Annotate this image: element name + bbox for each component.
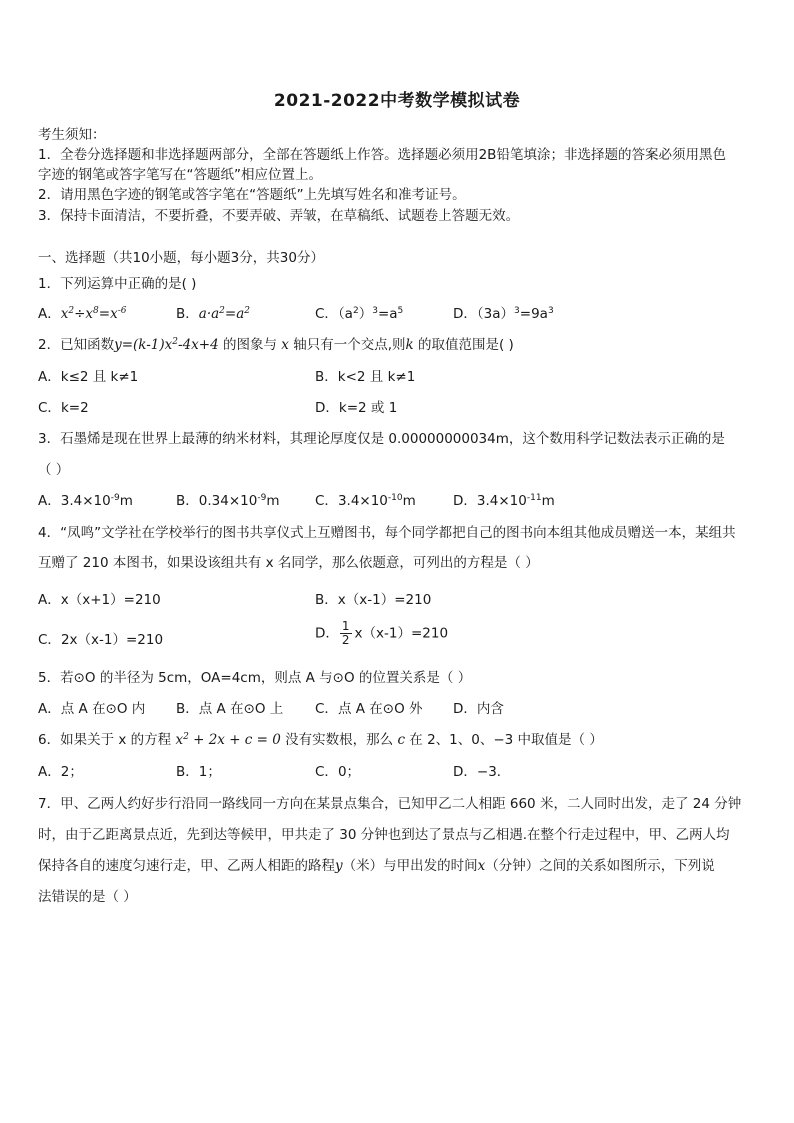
question-4-stem-1: 4．“凤鸣”文学社在学校举行的图书共享仪式上互赠图书，每个同学都把自己的图书向本组其他成员赠送一本，某组共: [38, 525, 736, 541]
question-7-line-1: 7．甲、乙两人约好步行沿同一路线同一方向在某景点集合，已知甲乙二人相距 660 米，二人同时出发，走了 24 分钟: [38, 796, 742, 812]
notice-item-1: 1．全卷分选择题和非选择题两部分，全部在答题纸上作答。选择题必须用2B铅笔填涂；非选择题的答案必须用黑色: [38, 147, 726, 163]
question-4-option-b[interactable]: B．x（x-1）=210: [315, 592, 432, 608]
option-label: C．: [315, 306, 338, 322]
question-3-option-b[interactable]: B．$0.34\times 10^{-9}m$: [176, 493, 280, 509]
question-7-line-4: 法错误的是（ ）: [38, 889, 137, 905]
question-1-option-c[interactable]: C．$(a^2)^3=a^5$: [315, 306, 404, 322]
question-4-option-a[interactable]: A．x（x+1）=210: [38, 592, 161, 608]
question-5-option-b[interactable]: B．点 A 在⊙O 上: [176, 701, 284, 717]
page-title: 2021-2022中考数学模拟试卷: [273, 91, 521, 111]
question-3-option-c[interactable]: C．$3.4\times 10^{-10}m$: [315, 493, 416, 509]
option-label: A．: [38, 306, 61, 322]
question-4-option-d[interactable]: D． $\frac{1}{2}$ x（x-1）=210: [315, 619, 449, 647]
question-6-stem: 6．如果关于 x 的方程 $x^2 + 2x + c = 0$ 没有实数根，那么 c 在 2、1、0、−3 中取值是（ ）: [38, 732, 603, 748]
question-3-paren: （ ）: [38, 462, 70, 478]
question-4-option-c[interactable]: C．2x（x-1）=210: [38, 632, 164, 648]
question-2-option-c[interactable]: C．k=2: [38, 400, 89, 416]
option-label: D．: [453, 306, 477, 322]
option-label: B．: [176, 306, 199, 322]
fraction-one-half: $\frac{1}{2}$: [341, 619, 350, 647]
question-1-stem: 1．下列运算中正确的是( ): [38, 276, 197, 292]
question-7-line-2: 时，由于乙距离景点近，先到达等候甲，甲共走了 30 分钟也到达了景点与乙相遇.在整个行走过程中，甲、乙两人均: [38, 827, 730, 843]
question-3-stem: 3．石墨烯是现在世界上最薄的纳米材料，其理论厚度仅是 0.00000000034m，这个数用科学记数法表示正确的是: [38, 431, 725, 447]
question-1-option-b[interactable]: B．$a\cdot a^2=a^2$: [176, 306, 250, 322]
question-5-option-a[interactable]: A．点 A 在⊙O 内: [38, 701, 146, 717]
section-heading: 一、选择题（共10小题，每小题3分，共30分）: [38, 250, 324, 266]
question-7-line-3: 保持各自的速度匀速行走，甲、乙两人相距的路程y（米）与甲出发的时间x（分钟）之间的关系如图所示，下列说: [38, 858, 715, 874]
question-3-option-a[interactable]: A．$3.4\times 10^{-9}m$: [38, 493, 133, 509]
notice-item-3: 3．保持卡面清洁，不要折叠，不要弄破、弄皱，在草稿纸、试题卷上答题无效。: [38, 208, 520, 224]
question-6-option-d[interactable]: D．−3．: [453, 764, 511, 780]
question-1-option-a[interactable]: A．$x^2\div x^8=x^{-6}$: [38, 306, 127, 322]
question-4-stem-2: 互赠了 210 本图书，如果设该组共有 x 名同学，那么依题意，可列出的方程是（ ）: [38, 555, 539, 571]
question-2-option-a[interactable]: A．k≤2 且 k≠1: [38, 369, 139, 385]
question-5-stem: 5．若⊙O 的半径为 5cm，OA=4cm，则点 A 与⊙O 的位置关系是（ ）: [38, 670, 472, 686]
notice-heading: 考生须知：: [38, 127, 106, 143]
question-6-option-a[interactable]: A．2；: [38, 764, 83, 780]
question-1-option-d[interactable]: D．$(3a)^3=9a^3$: [453, 306, 554, 322]
notice-item-1-cont: 字迹的钢笔或答字笔写在“答题纸”相应位置上。: [38, 167, 322, 183]
question-6-option-b[interactable]: B．1；: [176, 764, 221, 780]
question-2-stem: 2．已知函数$y=(k-1)x^2-4x+4$ 的图象与 x 轴只有一个交点,则k 的取值范围是( ): [38, 337, 514, 353]
question-2-option-b[interactable]: B．k<2 且 k≠1: [315, 369, 416, 385]
question-2-option-d[interactable]: D．k=2 或 1: [315, 400, 398, 416]
question-6-option-c[interactable]: C．0；: [315, 764, 361, 780]
question-3-option-d[interactable]: D．$3.4\times 10^{-11}m$: [453, 493, 555, 509]
question-5-option-c[interactable]: C．点 A 在⊙O 外: [315, 701, 423, 717]
question-5-option-d[interactable]: D．内含: [453, 701, 504, 717]
notice-item-2: 2．请用黑色字迹的钢笔或答字笔在“答题纸”上先填写姓名和准考证号。: [38, 187, 466, 203]
